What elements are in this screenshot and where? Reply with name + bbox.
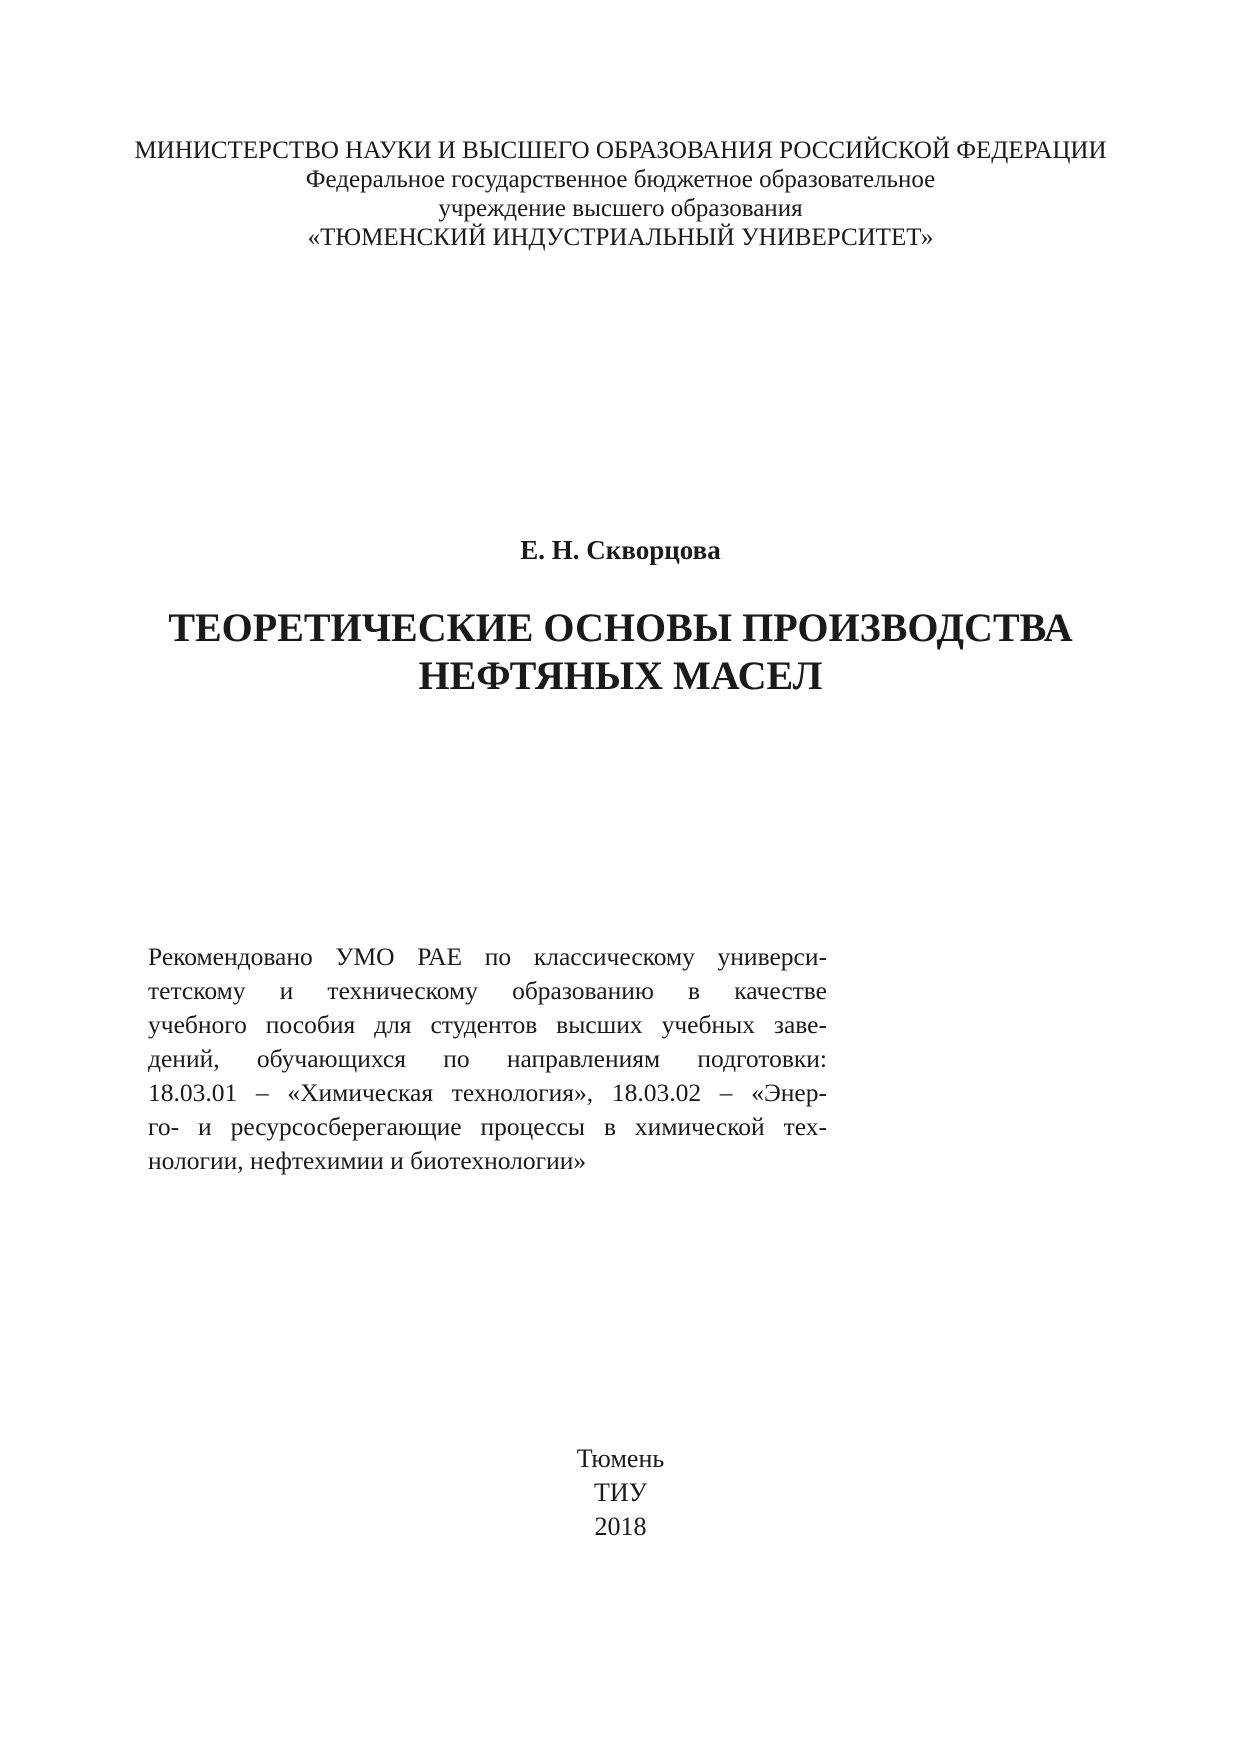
author-name: Е. Н. Скворцова (520, 535, 721, 565)
imprint (0, 1442, 1241, 1544)
university-name: «ТЮМЕНСКИЙ ИНДУСТРИАЛЬНЫЙ УНИВЕРСИТЕТ» (307, 224, 934, 251)
book-title (0, 604, 1241, 700)
recommendation-line: го- и ресурсосберегающие процессы в химической тех- (148, 1112, 827, 1141)
recommendation-line: тетскому и техническому образованию в качестве (148, 976, 827, 1005)
recommendation-line: Рекомендовано УМО РАЕ по классическому универси- (148, 942, 827, 971)
recommendation-line: учебного пособия для студентов высших учебных заве- (148, 1010, 827, 1039)
recommendation-text (148, 940, 827, 1178)
recommendation-line: 18.03.01 – «Химическая технология», 18.03.02 – «Энер- (148, 1078, 827, 1107)
imprint-year: 2018 (594, 1512, 647, 1541)
ministry-name: МИНИСТЕРСТВО НАУКИ И ВЫСШЕГО ОБРАЗОВАНИЯ РОССИЙСКОЙ ФЕДЕРАЦИИ (134, 137, 1107, 164)
recommendation-line: дений, обучающихся по направлениям подготовки: (148, 1044, 827, 1073)
imprint-publisher: ТИУ (593, 1478, 648, 1507)
book-title-line-1: ТЕОРЕТИЧЕСКИЕ ОСНОВЫ ПРОИЗВОДСТВА (168, 605, 1073, 650)
recommendation-line: нологии, нефтехимии и биотехнологии» (148, 1146, 587, 1175)
institution-type-line-2: учреждение высшего образования (438, 195, 803, 222)
book-title-line-2: НЕФТЯНЫХ МАСЕЛ (418, 653, 823, 698)
institution-header (0, 136, 1241, 252)
institution-type-line-1: Федеральное государственное бюджетное образовательное (305, 166, 936, 193)
imprint-city: Тюмень (576, 1444, 665, 1473)
